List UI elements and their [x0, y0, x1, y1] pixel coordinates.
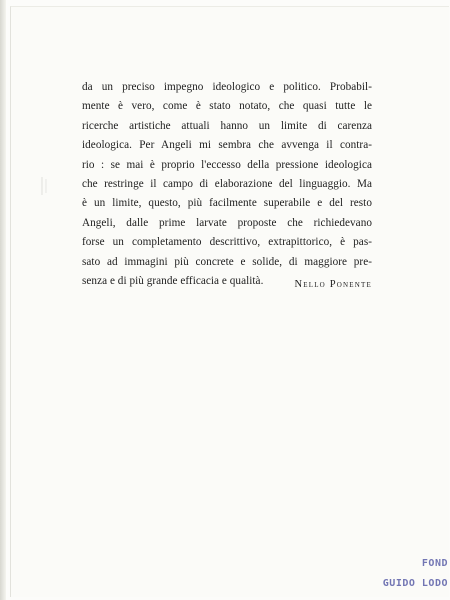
- essay-paragraph: [82, 78, 372, 291]
- library-stamp: [383, 554, 448, 594]
- stamp-line-2: GUIDO LODO: [382, 578, 448, 589]
- text-line: da un preciso impegno ideologico e politico. Probabil-: [82, 81, 372, 93]
- text-line: che restringe il campo di elaborazione del linguaggio. Ma: [82, 178, 372, 191]
- text-line: sato ad immagini più concrete e solide, di maggiore pre-: [82, 255, 372, 268]
- text-line: forse un completamento descrittivo, extrapittorico, è pas-: [82, 236, 372, 249]
- text-line-last: senza e di più grande efficacia e qualità.: [82, 275, 264, 288]
- page-binding-shadow: [0, 0, 6, 600]
- author-signature: Nello Ponente: [294, 279, 372, 290]
- text-line: Angeli, dalle prime larvate proposte che richiedevano: [82, 216, 372, 229]
- text-line: è un limite, questo, più facilmente superabile e del resto: [82, 197, 372, 210]
- stamp-line-1: FOND: [421, 558, 448, 569]
- margin-mark-icon: [41, 175, 49, 197]
- text-line: mente è vero, come è stato notato, che quasi tutte le: [82, 100, 372, 113]
- text-line: ricerche artistiche attuali hanno un limite di carenza: [82, 119, 372, 132]
- text-line: rio : se mai è proprio l'eccesso della pressione ideologica: [82, 158, 372, 171]
- text-line: ideologica. Per Angeli mi sembra che avvenga il contra-: [82, 139, 372, 152]
